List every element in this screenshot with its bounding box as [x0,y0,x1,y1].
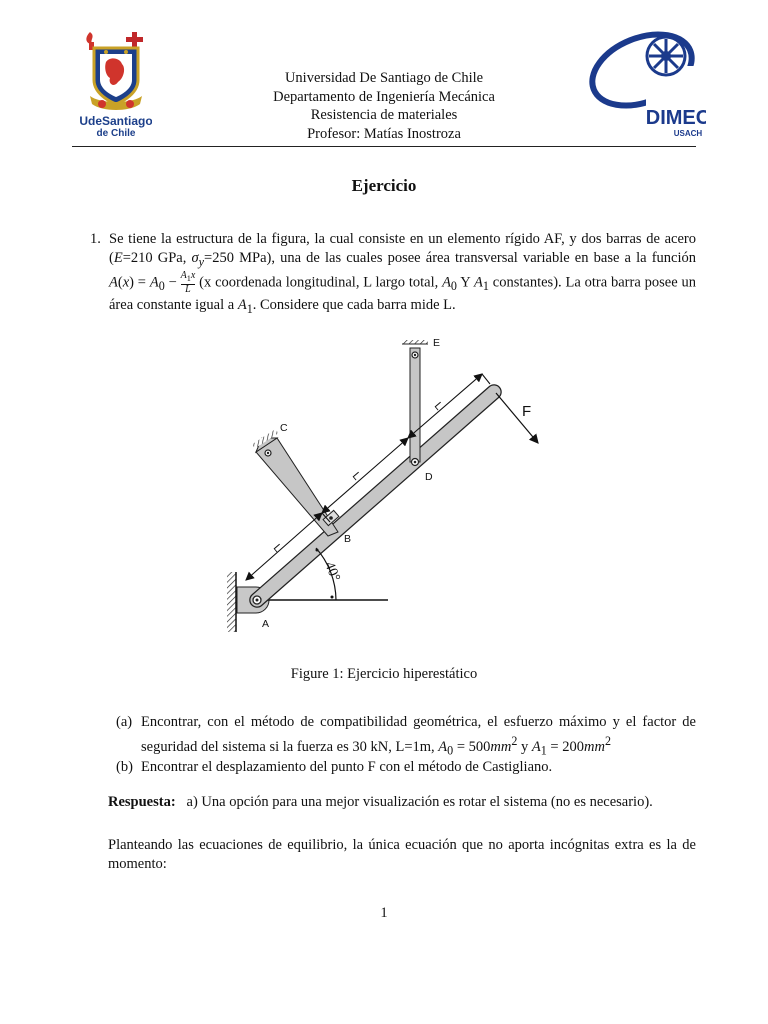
udesantiago-logo [80,28,152,140]
part-b-label: (b) [116,759,133,775]
part-a-label: (a) [116,714,133,730]
equilibrium-paragraph: Planteando las ecuaciones de equilibrio, la única ecuación que no aporta incógnitas extra es la de momento: [108,837,696,872]
part-b [116,758,696,777]
figure-caption: Figure 1: Ejercicio hiperestático [290,666,478,682]
answer-text: a) Una opción para una mejor visualización es rotar el sistema (no es necesario). [186,794,653,810]
wall-support-a [227,572,236,632]
dimension-label-1: L [270,542,284,555]
udesantiago-brand-sub: de Chile [96,128,136,139]
part-a [116,713,696,760]
problem-statement [90,230,696,318]
label-d: D [425,471,433,483]
header-course: Resistencia de materiales [310,107,458,123]
dimec-brand-sub: USACH [673,129,703,138]
structure-figure [222,332,552,640]
page-title: Ejercicio [351,176,417,195]
force-f-arrow [496,393,538,443]
pin-a [253,596,261,604]
header-divider [72,146,696,147]
dimec-logo [586,26,706,142]
answer-label: Respuesta: [108,794,176,810]
problem-text: Se tiene la estructura de la figura, la cual consiste en un elemento rígido AF, y dos barras de acero (E=210 GPa, $\sigma_y=250$ MPa), una de las cuales posee área transversal variable en base a la función $A(x) = A_0$ − $\frac{A_1x}{L}$ (x coordenada longitudinal, L largo total, $A_0$ Y $A_1$ constantes). La otra barra posee un área constante igual a $A_1$. Considere que cada barra mide L. [109,231,697,316]
dimension-label-2: L [349,470,363,483]
label-f: F [522,403,532,420]
dimension-label-3: L [431,400,445,413]
problem-number: 1. [90,231,101,247]
header-department: Departamento de Ingeniería Mecánica [273,88,495,105]
header-text [170,69,598,143]
udesantiago-brand: UdeSantiago [80,114,152,128]
part-a-text: Encontrar, con el método de compatibilidad geométrica, el esfuerzo máximo y el factor de seguridad del sistema si la fuerza es 30 kN, L=1m, $A_0 = 500mm^2$ y $A_1 = 200mm^2$ [141,714,696,758]
label-e: E [433,337,441,349]
rigid-member-af [257,392,494,600]
page-number: 1 [380,905,388,921]
pin-d [412,459,419,466]
label-a: A [262,618,270,630]
bar-ed [410,348,420,462]
answer-paragraph [108,793,696,812]
label-c: C [280,422,288,434]
part-b-text: Encontrar el desplazamiento del punto F con el método de Castigliano. [141,759,553,775]
header-professor: Profesor: Matías Inostroza [307,125,461,142]
header-university: Universidad De Santiago de Chile [284,70,484,86]
dimec-brand: DIMEC [645,107,706,129]
angle-label: 40° [321,559,343,584]
label-b: B [344,533,352,545]
